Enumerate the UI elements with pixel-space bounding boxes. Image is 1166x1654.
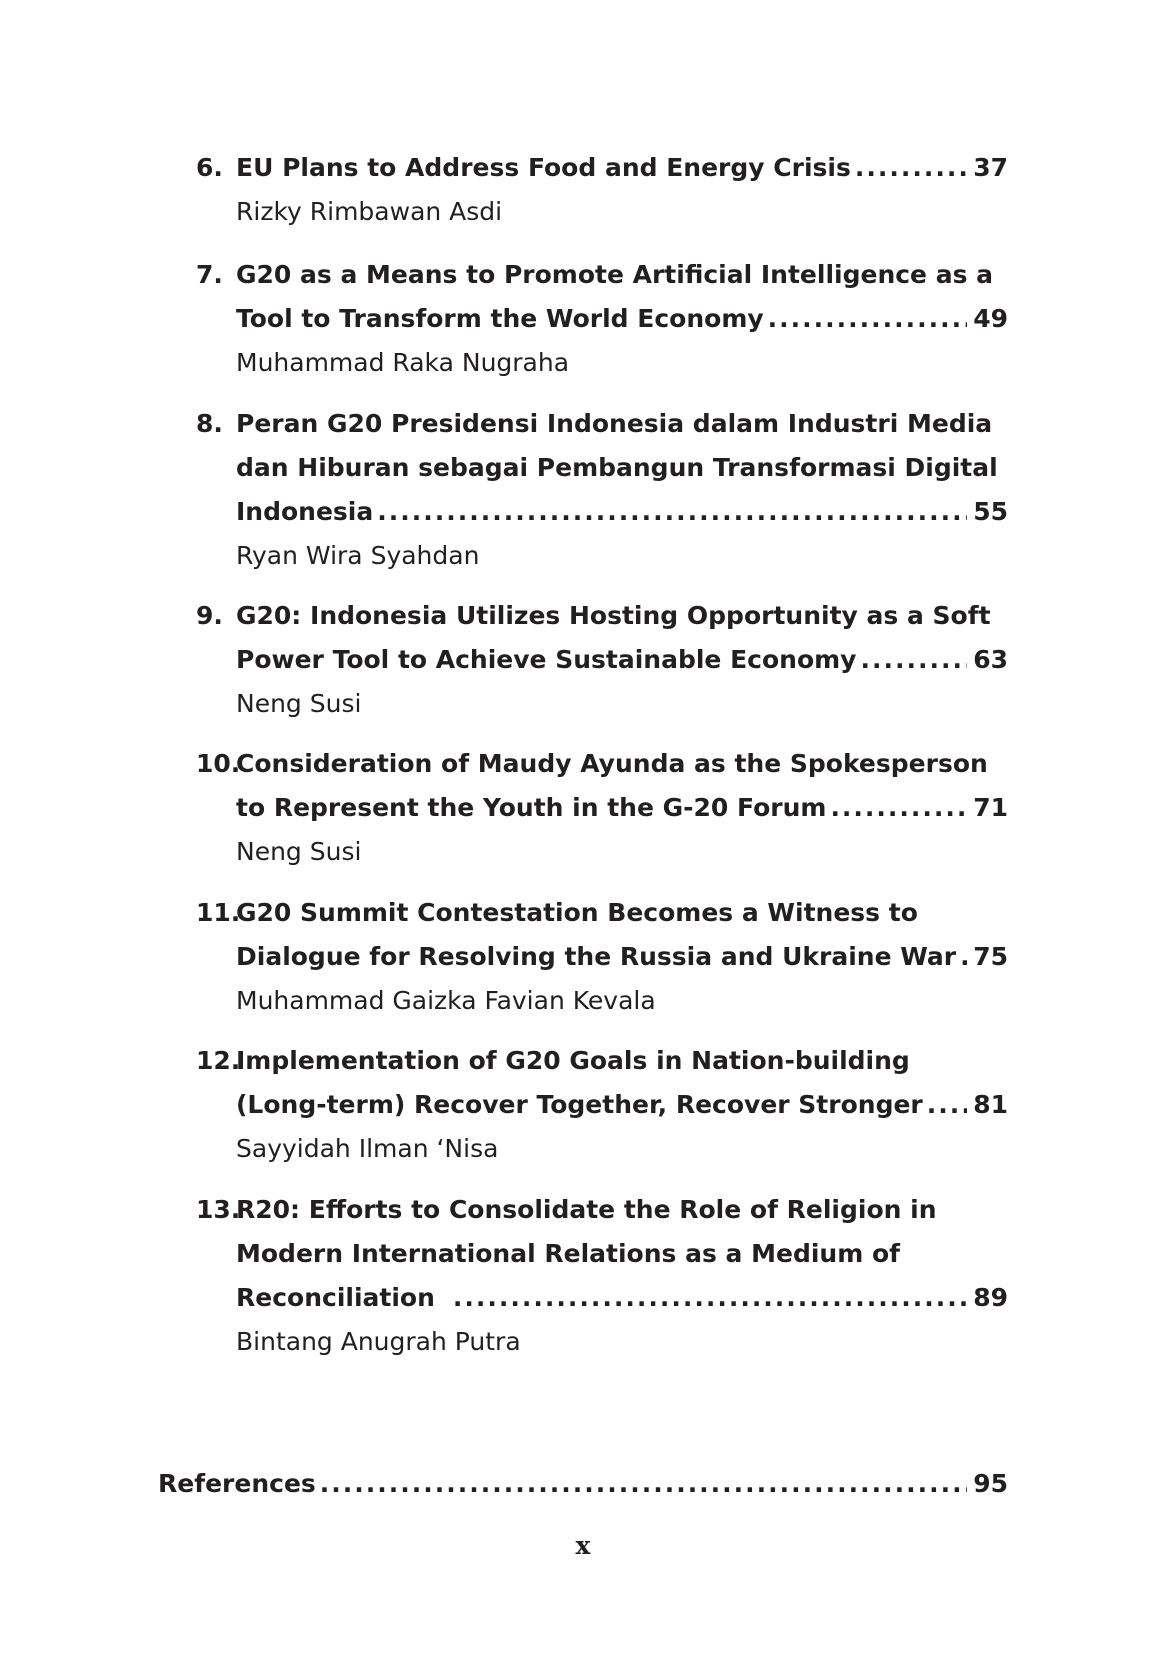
entry-title: dan Hiburan sebagai Pembangun Transformasi Digital bbox=[236, 453, 998, 482]
entry-title: G20: Indonesia Utilizes Hosting Opportunity as a Soft bbox=[236, 601, 991, 630]
entry-title: Consideration of Maudy Ayunda as the Spokesperson bbox=[236, 749, 988, 778]
entry-title: Peran G20 Presidensi Indonesia dalam Industri Media bbox=[236, 409, 993, 438]
dot-leader bbox=[830, 786, 967, 830]
page-number: 37 bbox=[973, 153, 1008, 182]
entry-author: Sayyidah Ilman ‘Nisa bbox=[236, 1134, 499, 1163]
dot-leader bbox=[320, 1462, 967, 1506]
entry-author: Rizky Rimbawan Asdi bbox=[236, 197, 503, 226]
entry-title: R20: Efforts to Consolidate the Role of Religion in bbox=[236, 1195, 937, 1224]
toc-entry-12 bbox=[196, 1039, 1008, 1171]
page-folio: x bbox=[575, 1531, 591, 1560]
entry-title: Tool to Transform the World Economy bbox=[236, 304, 764, 333]
entry-title: G20 as a Means to Promote Artificial Intelligence as a bbox=[236, 260, 994, 289]
page-number: 89 bbox=[973, 1283, 1008, 1312]
page-number: 95 bbox=[973, 1469, 1008, 1498]
toc-entry-11 bbox=[196, 891, 1008, 1023]
entry-number: 7. bbox=[196, 260, 223, 289]
entry-title: to Represent the Youth in the G-20 Forum bbox=[236, 793, 827, 822]
page-number: 75 bbox=[973, 942, 1008, 971]
entry-author: Neng Susi bbox=[236, 837, 362, 866]
entry-title: Modern International Relations as a Medium of bbox=[236, 1239, 901, 1268]
entry-title: Dialogue for Resolving the Russia and Ukraine War bbox=[236, 942, 957, 971]
entry-title: G20 Summit Contestation Becomes a Witness to bbox=[236, 898, 918, 927]
page-number: 49 bbox=[973, 304, 1008, 333]
dot-leader bbox=[860, 638, 967, 682]
toc-entry-10 bbox=[196, 742, 1008, 874]
entry-title: (Long-term) Recover Together, Recover Stronger bbox=[236, 1090, 923, 1119]
entry-title: Indonesia bbox=[236, 497, 374, 526]
entry-number: 13. bbox=[196, 1195, 241, 1224]
entry-author: Muhammad Raka Nugraha bbox=[236, 348, 570, 377]
toc-entry-9 bbox=[196, 594, 1008, 726]
entry-author: Bintang Anugrah Putra bbox=[236, 1327, 521, 1356]
page-number: 81 bbox=[973, 1090, 1008, 1119]
toc-references bbox=[158, 1462, 1008, 1506]
entry-title: Reconciliation bbox=[236, 1283, 435, 1312]
entry-number: 8. bbox=[196, 409, 223, 438]
entry-number: 10. bbox=[196, 749, 241, 778]
entry-title: Power Tool to Achieve Sustainable Economy bbox=[236, 645, 857, 674]
toc-entry-7 bbox=[196, 253, 1008, 385]
dot-leader bbox=[960, 935, 967, 979]
entry-number: 9. bbox=[196, 601, 223, 630]
page-number: 71 bbox=[973, 793, 1008, 822]
references-label: References bbox=[158, 1469, 316, 1498]
toc-entry-13 bbox=[196, 1188, 1008, 1364]
toc-entry-6 bbox=[196, 146, 1008, 234]
entry-author: Ryan Wira Syahdan bbox=[236, 541, 480, 570]
entry-number: 12. bbox=[196, 1046, 241, 1075]
page-number: 63 bbox=[973, 645, 1008, 674]
entry-author: Muhammad Gaizka Favian Kevala bbox=[236, 986, 656, 1015]
dot-leader bbox=[453, 1276, 967, 1320]
entry-title: Implementation of G20 Goals in Nation-building bbox=[236, 1046, 910, 1075]
dot-leader bbox=[768, 297, 968, 341]
entry-number: 11. bbox=[196, 898, 241, 927]
dot-leader bbox=[377, 490, 967, 534]
entry-author: Neng Susi bbox=[236, 689, 362, 718]
dot-leader bbox=[855, 146, 967, 190]
page-number: 55 bbox=[973, 497, 1008, 526]
entry-number: 6. bbox=[196, 153, 223, 182]
dot-leader bbox=[927, 1083, 967, 1127]
toc-entry-8 bbox=[196, 402, 1008, 578]
entry-title: EU Plans to Address Food and Energy Crisis bbox=[236, 153, 851, 182]
